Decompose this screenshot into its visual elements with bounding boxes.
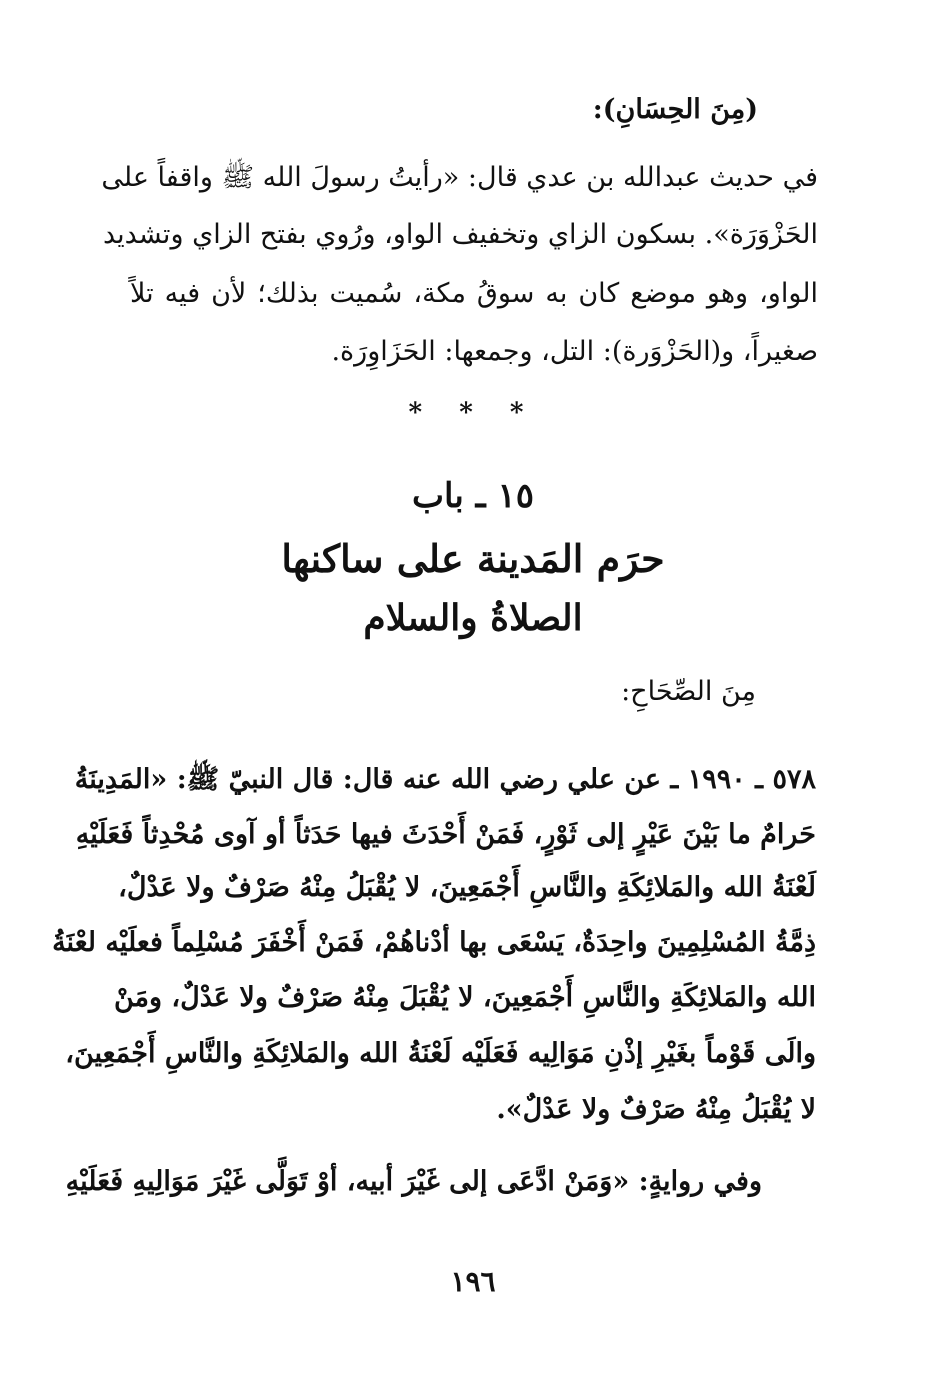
- page-number: ١٩٦: [450, 1265, 496, 1298]
- chapter-title-line-1: حرَم المَدينة على ساكنها: [281, 536, 665, 581]
- paragraph-line: في حديث عبدالله بن عدي قال: «رأيتُ رسولَ الله ﷺ واقفاً على: [101, 162, 818, 193]
- hadith-line: الله والمَلائِكَةِ والنَّاسِ أَجْمَعِينَ، لا يُقْبَلَ مِنْهُ صَرْفٌ ولا عَدْلٌ، ومَنْ: [113, 982, 816, 1013]
- hadith-line: ذِمَّةُ المُسْلِمِينَ واحِدَةٌ، يَسْعَى بها أدْناهُمْ، فَمَنْ أَخْفَرَ مُسْلِماً فعلَيْه لعْنَةُ: [52, 927, 816, 958]
- hadith-line: ٥٧٨ ـ ١٩٩٠ ـ عن علي رضي الله عنه قال: قال النبيّ ﷺ: «المَدِينَةُ: [74, 764, 816, 795]
- riwaya-line: وفي روايةٍ: «وَمَنْ ادَّعَى إلى غَيْرَ أبيه، أوْ تَوَلَّى غَيْرَ مَوَالِيهِ فَعَلَيْهِ: [65, 1166, 762, 1197]
- paragraph-line: الحَزْوَرَة». بسكون الزاي وتخفيف الواو، ورُوي بفتح الزاي وتشديد: [102, 219, 818, 250]
- chapter-number: ١٥ ـ باب: [412, 476, 534, 516]
- section-separator: * * *: [408, 398, 538, 428]
- hadith-line: والَى قَوْماً بغَيْرِ إذْنِ مَوَالِيه فَعَلَيْه لَعْنَةُ الله والمَلائِكَةِ والنَّاسِ أَجْمَعِينَ،: [65, 1038, 816, 1069]
- section-heading-hisan: (مِنَ الحِسَانِ):: [592, 94, 758, 125]
- paragraph-line: الواو، وهو موضع كان به سوقُ مكة، سُميت بذلك؛ لأن فيه تلاً: [130, 278, 818, 309]
- hadith-line: لا يُقْبَلُ مِنْهُ صَرْفٌ ولا عَدْلٌ».: [496, 1094, 816, 1125]
- paragraph-line: صغيراً، و(الحَزْوَرة): التل، وجمعها: الحَزَاوِرَة.: [331, 336, 818, 367]
- hadith-line: لَعْنَةُ الله والمَلائِكَةِ والنَّاسِ أَجْمَعِينَ، لا يُقْبَلُ مِنْهُ صَرْفٌ ولا عَدْلٌ،: [118, 872, 816, 903]
- chapter-title-line-2: الصلاةُ والسلام: [363, 597, 583, 639]
- section-heading-sihah: مِنَ الصِّحَاحِ:: [621, 676, 756, 707]
- hadith-line: حَرامٌ ما بَيْنَ عَيْرٍ إلى ثَوْرٍ، فَمَنْ أَحْدَثَ فيها حَدَثاً أو آوى مُحْدِثاً فَعَلَيْهِ: [75, 819, 816, 850]
